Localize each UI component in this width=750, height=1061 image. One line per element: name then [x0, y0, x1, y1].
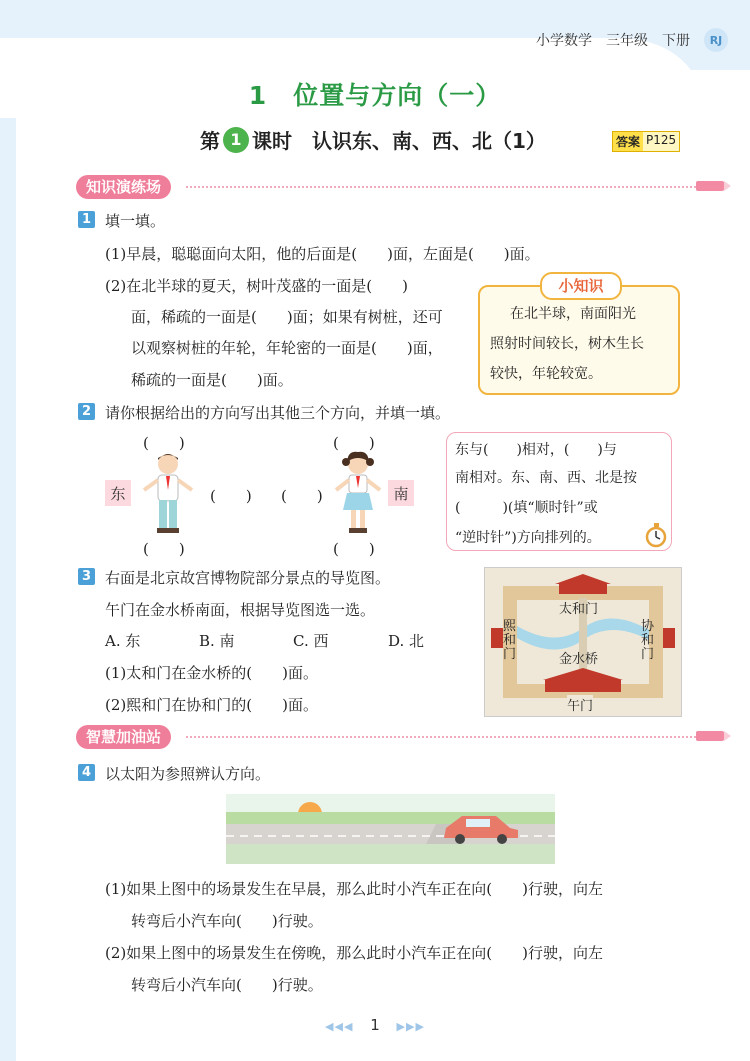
q2-stem: 请你根据给出的方向写出其他三个方向，并填一填。	[105, 404, 451, 422]
q4-sub-1b: 转弯后小汽车向( )行驶。	[131, 912, 323, 930]
q2-box-line-3: ( )(填“顺时针”或	[455, 500, 598, 516]
page-number: 1	[370, 1016, 380, 1034]
south-label: 南	[388, 480, 414, 506]
left-margin-bar	[0, 0, 16, 1061]
section-practice	[76, 175, 171, 199]
q2-box-line-2: 南相对。东、南、西、北是按	[455, 470, 637, 486]
section-divider	[186, 736, 696, 738]
lesson-suffix: 课时 认识东、南、西、北（1）	[252, 129, 546, 153]
footer-left-arrows: ◀◀◀	[325, 1020, 354, 1033]
lesson-prefix: 第	[200, 129, 220, 153]
header-grade: 三年级	[606, 33, 648, 49]
footer-right-arrows: ▶▶▶	[396, 1020, 425, 1033]
tip-line-3: 较快，年轮较宽。	[490, 366, 602, 382]
q1-stem: 填一填。	[105, 212, 166, 230]
unit-title: 1 位置与方向（一）	[248, 81, 502, 110]
map-label-taihe-gate: 太和门	[559, 602, 599, 617]
q3-stem: 右面是北京故宫博物院部分景点的导览图。	[105, 569, 391, 587]
q1-line-1: (1)早晨，聪聪面向太阳，他的后面是( )面，左面是( )面。	[105, 245, 540, 263]
section-practice-title: 知识演练场	[76, 175, 171, 199]
boy-top-blank: ( )	[143, 434, 185, 452]
q3-sub-2: (2)熙和门在协和门的( )面。	[105, 696, 318, 714]
header-subject: 小学数学	[536, 33, 592, 49]
boy-figure	[140, 450, 196, 535]
pencil-icon	[696, 731, 724, 741]
q3-option-d: D. 北	[388, 632, 425, 650]
answer-page: P125	[646, 133, 677, 147]
q4-sub-2a: (2)如果上图中的场景发生在傍晚，那么此时小汽车正在向( )行驶，向左	[105, 944, 603, 962]
q1-line-4: 以观察树桩的年轮，年轮密的一面是( )面，	[131, 339, 443, 357]
q4-sub-2b: 转弯后小汽车向( )行驶。	[131, 976, 323, 994]
q1-line-5: 稀疏的一面是( )面。	[131, 371, 293, 389]
section-challenge	[76, 725, 171, 749]
question-number-4: 4	[78, 764, 95, 781]
q3-option-c: C. 西	[293, 632, 329, 650]
answer-label: 答案	[613, 132, 643, 151]
map-label-wumen: 午门	[567, 695, 593, 714]
boy-bottom-blank: ( )	[143, 540, 185, 558]
map-label-xiehe-gate: 协和门	[641, 619, 655, 662]
q4-sub-1a: (1)如果上图中的场景发生在早晨，那么此时小汽车正在向( )行驶，向左	[105, 880, 603, 898]
scene-drawing	[226, 794, 555, 864]
q3-option-b: B. 南	[199, 632, 235, 650]
edition-badge: RJ	[704, 28, 728, 52]
section-divider	[186, 186, 696, 188]
tip-line-1: 在北半球，南面阳光	[510, 306, 636, 322]
east-label: 东	[105, 480, 131, 506]
girl-top-blank: ( )	[333, 434, 375, 452]
question-number-3: 3	[78, 568, 95, 585]
girl-left-blank: ( )	[281, 487, 323, 505]
page-header	[536, 28, 728, 52]
stopwatch-icon	[644, 522, 668, 548]
palace-guide-map	[484, 567, 682, 717]
map-label-xihe-gate: 熙和门	[503, 619, 517, 662]
section-challenge-title: 智慧加油站	[76, 725, 171, 749]
tip-title: 小知识	[540, 272, 622, 300]
q1-line-2: (2)在北半球的夏天，树叶茂盛的一面是( )	[105, 277, 408, 295]
map-label-jinshui-bridge: 金水桥	[559, 652, 599, 667]
question-number-1: 1	[78, 211, 95, 228]
boy-right-blank: ( )	[210, 487, 252, 505]
q2-box-line-4: “逆时针”)方向排列的。	[455, 530, 601, 546]
answer-reference	[612, 131, 680, 152]
lesson-number: 1	[223, 127, 249, 153]
q3-sub-1: (1)太和门在金水桥的( )面。	[105, 664, 318, 682]
pencil-icon	[696, 181, 724, 191]
question-number-2: 2	[78, 403, 95, 420]
q1-line-3: 面，稀疏的一面是( )面；如果有树桩，还可	[131, 308, 443, 326]
q2-box-line-1: 东与( )相对，( )与	[455, 442, 617, 458]
girl-bottom-blank: ( )	[333, 540, 375, 558]
sun-car-scene	[226, 794, 555, 864]
girl-figure	[330, 450, 386, 535]
lesson-title	[200, 125, 546, 154]
q3-line-2: 午门在金水桥南面，根据导览图选一选。	[105, 601, 376, 619]
q4-stem: 以太阳为参照辨认方向。	[105, 765, 271, 783]
page-footer	[0, 1016, 750, 1034]
tip-line-2: 照射时间较长，树木生长	[490, 336, 644, 352]
header-volume: 下册	[662, 33, 690, 49]
q3-option-a: A. 东	[105, 632, 141, 650]
